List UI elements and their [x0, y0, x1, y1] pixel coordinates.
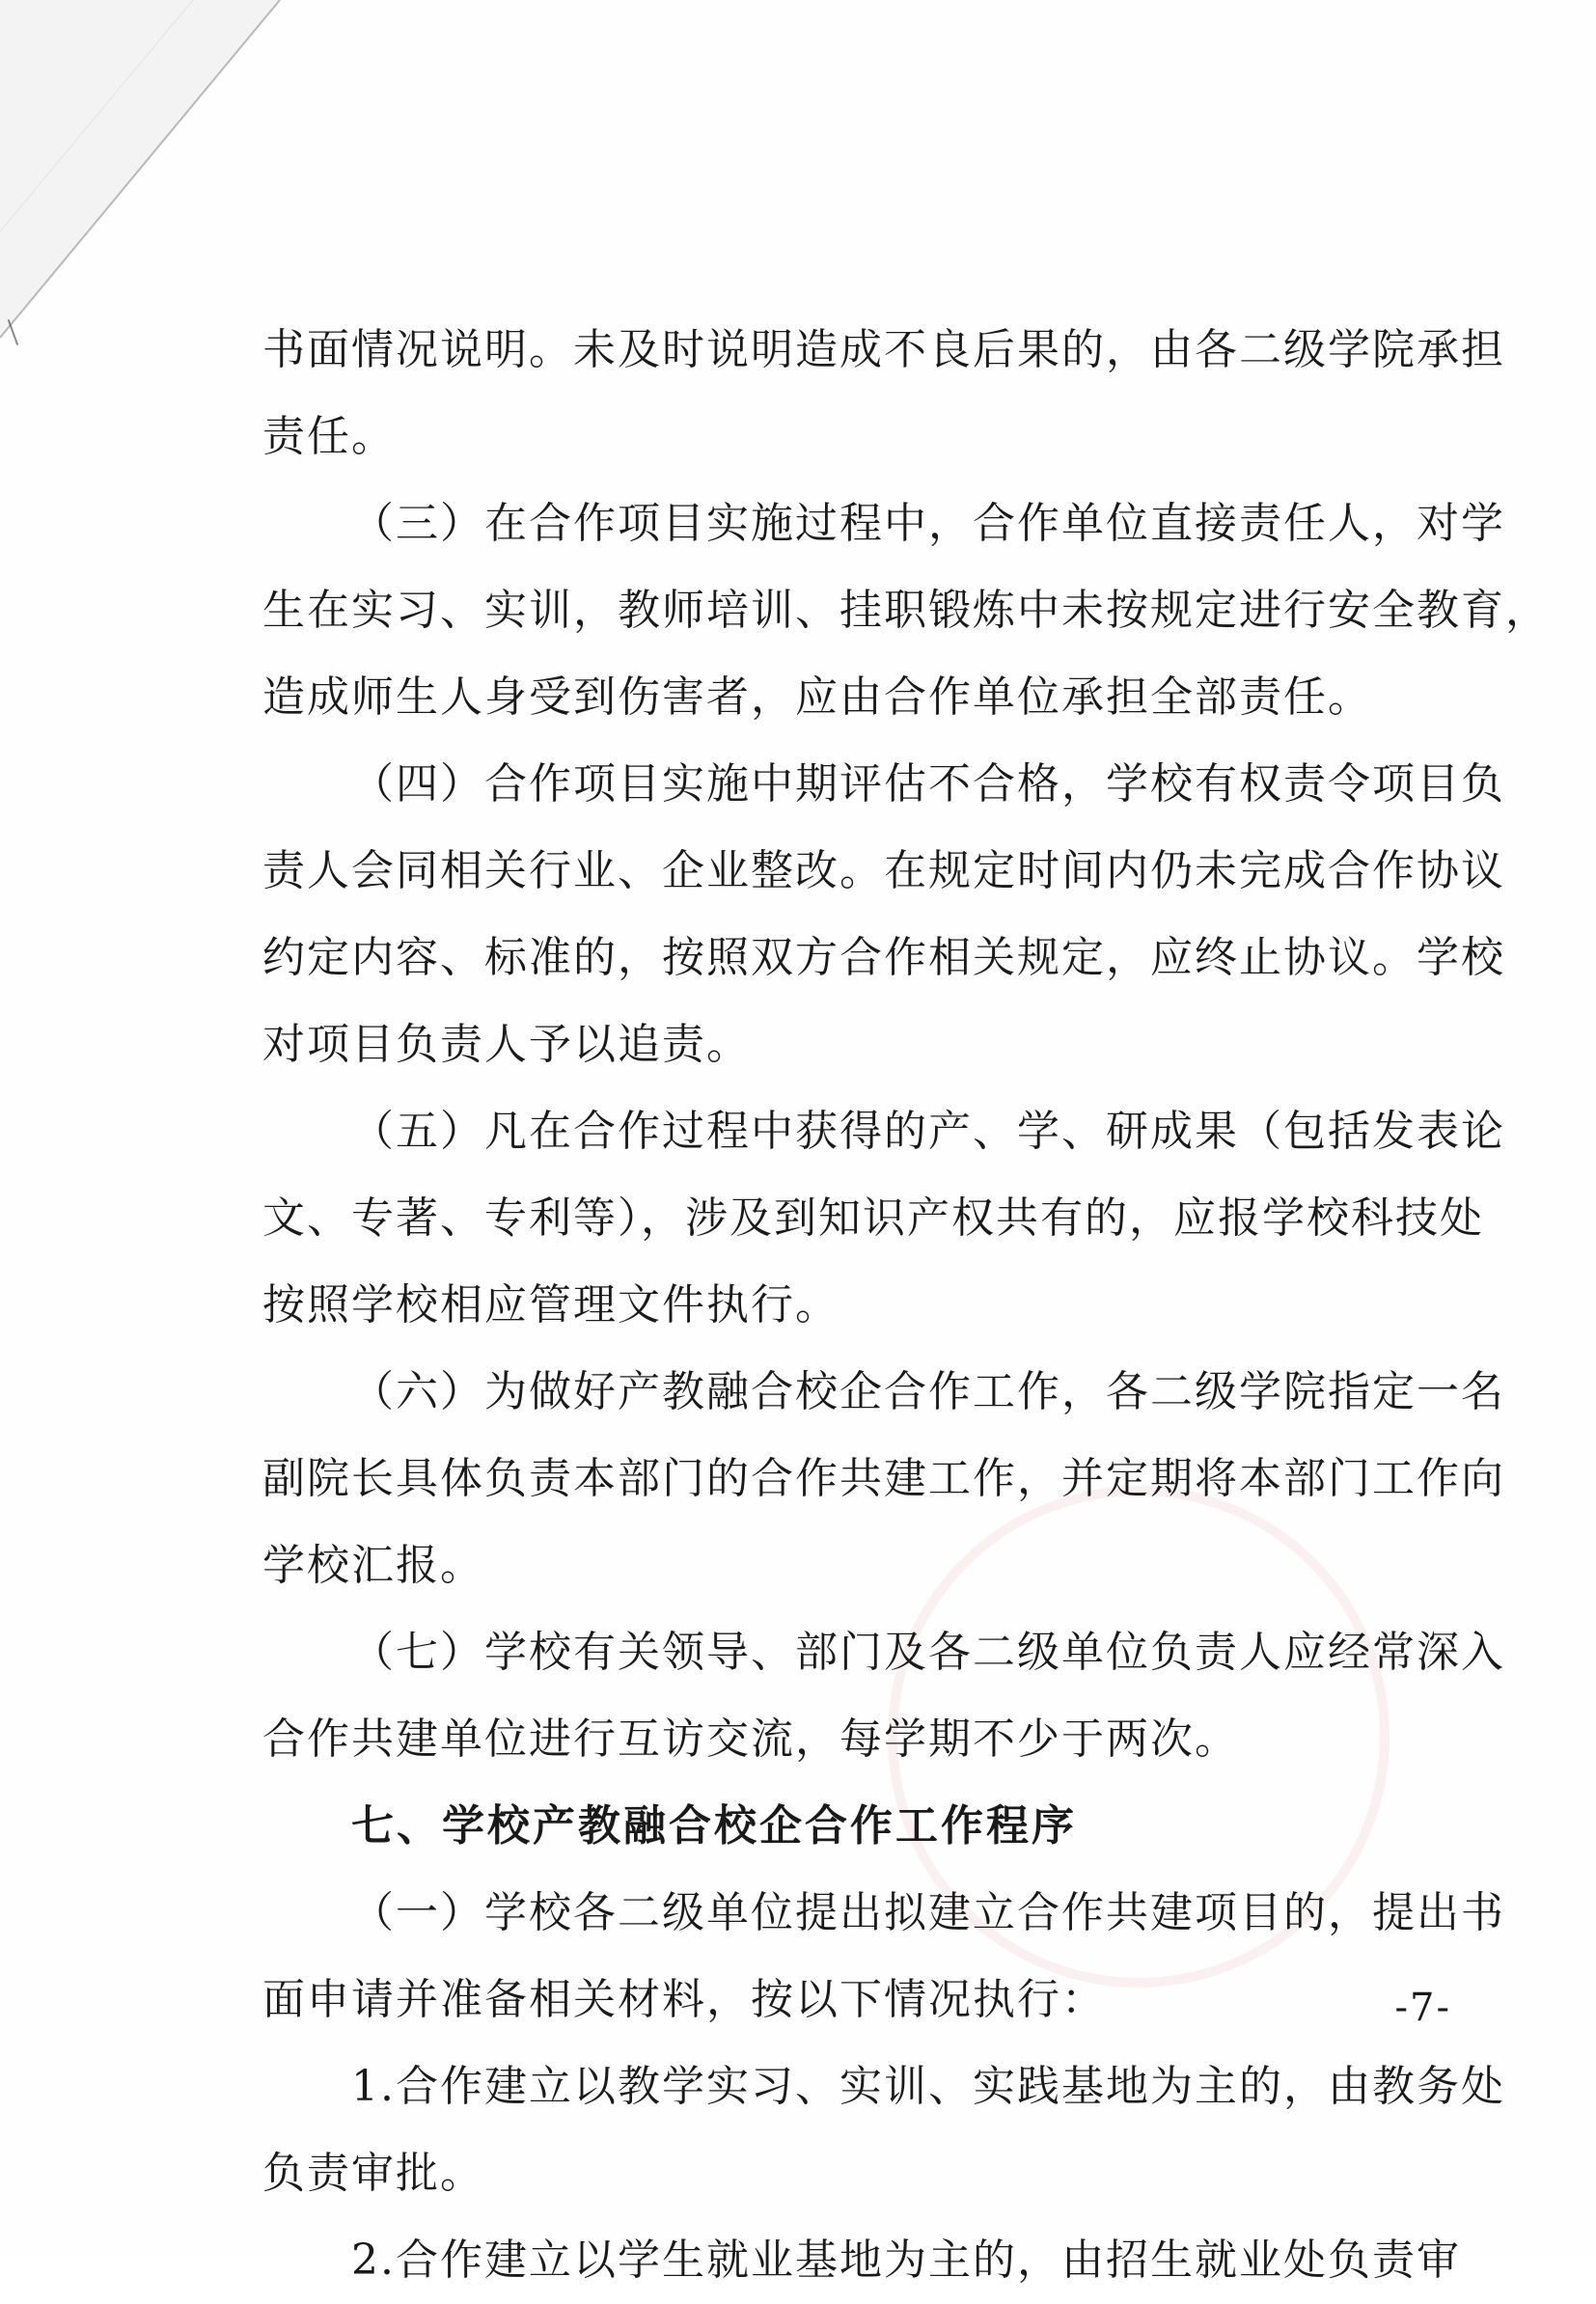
- paragraph-line: 约定内容、标准的，按照双方合作相关规定，应终止协议。学校: [262, 933, 1505, 982]
- paragraph-line: 合作共建单位进行互访交流，每学期不少于两次。: [262, 1714, 1239, 1764]
- paragraph-line: 造成师生人身受到伤害者，应由合作单位承担全部责任。: [262, 672, 1372, 722]
- paragraph-line: （七）学校有关领导、部门及各二级单位负责人应经常深入: [351, 1628, 1505, 1677]
- paragraph-line: 文、专著、专利等），涉及到知识产权共有的，应报学校科技处: [262, 1193, 1484, 1243]
- paragraph-line: 面申请并准备相关材料，按以下情况执行：: [262, 1975, 1106, 2024]
- paragraph-line: 按照学校相应管理文件执行。: [262, 1280, 839, 1330]
- paragraph-line: 2.合作建立以学生就业基地为主的，由招生就业处负责审: [351, 2235, 1461, 2285]
- paragraph-line: 责人会同相关行业、企业整改。在规定时间内仍未完成合作协议: [262, 846, 1505, 895]
- page-number: -7-: [1394, 1986, 1451, 2030]
- paragraph-line: （三）在合作项目实施过程中，合作单位直接责任人，对学: [351, 499, 1505, 548]
- paragraph-line: 学校汇报。: [262, 1541, 484, 1590]
- document-body: [262, 307, 1550, 2304]
- section-heading: 七、学校产教融合校企合作工作程序: [351, 1801, 1077, 1851]
- paragraph-line: （四）合作项目实施中期评估不合格，学校有权责令项目负: [351, 759, 1505, 809]
- paragraph-line: （六）为做好产教融合校企合作工作，各二级学院指定一名: [351, 1367, 1505, 1416]
- paragraph-line: 副院长具体负责本部门的合作共建工作，并定期将本部门工作向: [262, 1454, 1505, 1503]
- paragraph-line: 生在实习、实训，教师培训、挂职锻炼中未按规定进行安全教育，: [262, 586, 1550, 635]
- paragraph-line: 负责审批。: [262, 2149, 484, 2198]
- paragraph-line: 书面情况说明。未及时说明造成不良后果的，由各二级学院承担: [262, 325, 1505, 374]
- paragraph-line: 1.合作建立以教学实习、实训、实践基地为主的，由教务处: [351, 2062, 1505, 2111]
- paragraph-line: （五）凡在合作过程中获得的产、学、研成果（包括发表论: [351, 1107, 1505, 1156]
- page-fold-mark: [0, 0, 289, 347]
- paragraph-line: 责任。: [262, 412, 396, 461]
- paragraph-line: （一）学校各二级单位提出拟建立合作共建项目的，提出书: [351, 1888, 1505, 1937]
- paragraph-line: 对项目负责人予以追责。: [262, 1020, 751, 1069]
